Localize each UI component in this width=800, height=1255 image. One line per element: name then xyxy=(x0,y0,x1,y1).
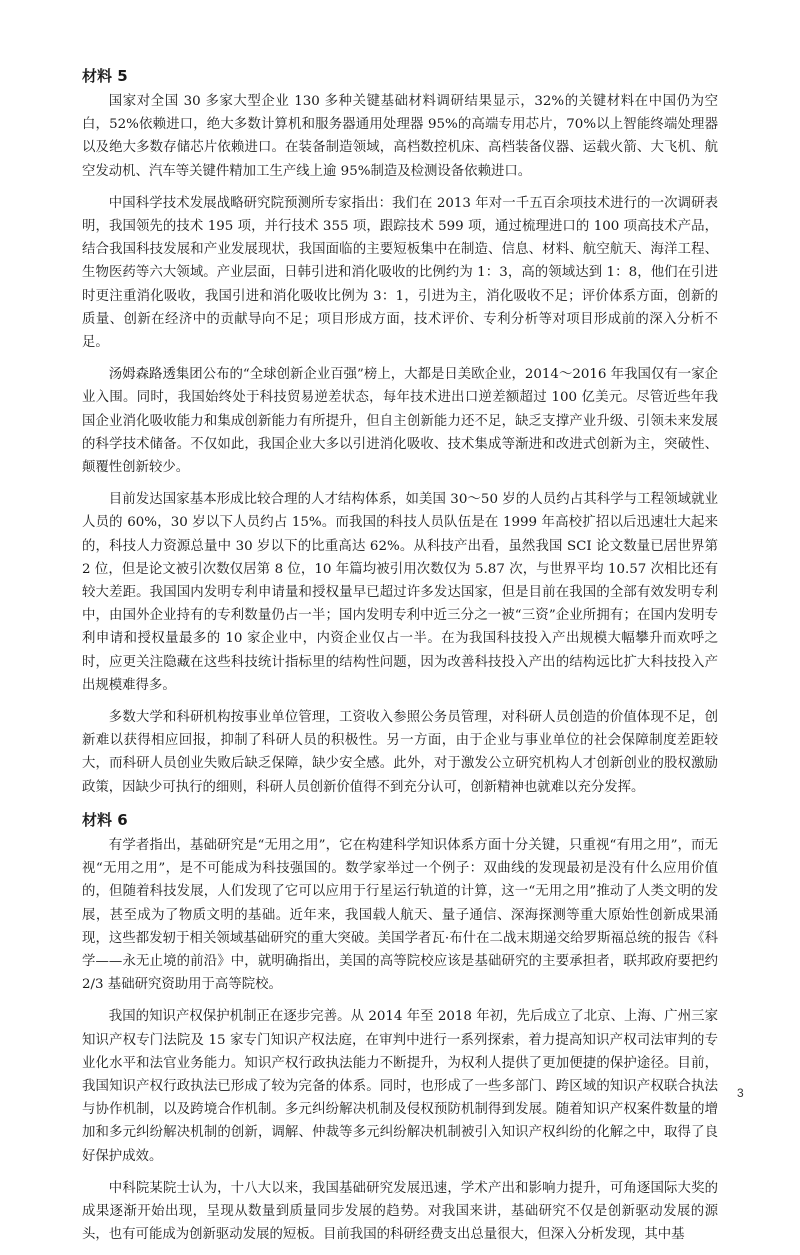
material-6-heading: 材料 6 xyxy=(82,810,128,829)
material-6-paragraph-1: 有学者指出，基础研究是“无用之用”，它在构建科学知识体系方面十分关键，只重视“有用之用”，而无视“无用之用”，是不可能成为科技强国的。数学家举过一个例子：双曲线的发现最初是没有什么应用价值的，但随着科技发展，人们发现了它可以应用于行星运行轨道的计算，这一“无用之用”推动了人类文明的发展，甚至成为了物质文明的基础。近年来，我国载人航天、量子通信、深海探测等重大原始性创新成果涌现，这些都发轫于相关领域基础研究的重大突破。美国学者瓦·布什在二战末期递交给罗斯福总统的报告《科学——永无止境的前沿》中，就明确指出，美国的高等院校应该是基础研究的主要承担者，联邦政府要把约 2/3 基础研究资助用于高等院校。 xyxy=(82,837,718,993)
material-5-paragraph-2: 中国科学技术发展战略研究院预测所专家指出：我们在 2013 年对一千五百余项技术进行的一次调研表明，我国领先的技术 195 项，并行技术 355 项，跟踪技术 599 项，通过梳理进口的 100 项高技术产品，结合我国科技发展和产业发展现状，我国面临的主要短板集中在制造、信息、材料、航空航天、海洋工程、生物医药等六大领域。产业层面，日韩引进和消化吸收的比例约为 1：3，高的领域达到 1：8，他们在引进时更注重消化吸收，我国引进和消化吸收比例为 3：1，引进为主，消化吸收不足；评价体系方面，创新的质量、创新在经济中的贡献导向不足；项目形成方面，技术评价、专利分析等对项目形成前的深入分析不足。 xyxy=(82,195,718,351)
material-6-paragraph-3: 中科院某院士认为，十八大以来，我国基础研究发展迅速，学术产出和影响力提升，可角逐国际大奖的成果逐渐开始出现，呈现从数量到质量同步发展的趋势。对我国来讲，基础研究不仅是创新驱动发展的源头，也有可能成为创新驱动发展的短板。目前我国的科研经费支出总量很大，但深入分析发现，其中基 xyxy=(82,1180,718,1243)
material-5-paragraph-4: 目前发达国家基本形成比较合理的人才结构体系，如美国 30～50 岁的人员约占其科学与工程领域就业人员的 60%，30 岁以下人员约占 15%。而我国的科技人员队伍是在 1999 年高校扩招以后迅速壮大起来的，科技人力资源总量中 30 岁以下的比重高达 62%。从科技产出看，虽然我国 SCI 论文数量已居世界第 2 位，但是论文被引次数仅居第 8 位，10 年篇均被引用次数仅为 5.87 次，与世界平均 10.57 次相比还有较大差距。我国国内发明专利申请量和授权量早已超过许多发达国家，但是目前在我国的全部有效发明专利中，由国外企业持有的专利数量仍占一半；国内发明专利中近三分之一被“三资”企业所拥有；在国内发明专利申请和授权量最多的 10 家企业中，内资企业仅占一半。在为我国科技投入产出规模大幅攀升而欢呼之时，应更关注隐藏在这些科技统计指标里的结构性问题，因为改善科技投入产出的结构远比扩大科技投入产出规模难得多。 xyxy=(82,492,718,693)
page-content xyxy=(82,64,718,1255)
material-5-paragraph-5: 多数大学和科研机构按事业单位管理，工资收入参照公务员管理，对科研人员创造的价值体现不足，创新难以获得相应回报，抑制了科研人员的积极性。另一方面，由于企业与事业单位的社会保障制度差距较大，而科研人员创业失败后缺乏保障，缺少安全感。此外，对于激发公立研究机构人才创新创业的股权激励政策，因缺少可执行的细则，科研人员创新价值得不到充分认可，创新精神也就难以充分发挥。 xyxy=(82,710,718,795)
material-5-paragraph-3: 汤姆森路透集团公布的“全球创新企业百强”榜上，大都是日美欧企业，2014～2016 年我国仅有一家企业入围。同时，我国始终处于科技贸易逆差状态，每年技术进出口逆差额超过 100 亿美元。尽管近些年我国企业消化吸收能力和集成创新能力有所提升，但自主创新能力还不足，缺乏支撑产业升级、引领未来发展的科学技术储备。不仅如此，我国企业大多以引进消化吸收、技术集成等渐进和改进式创新为主，突破性、颠覆性创新较少。 xyxy=(82,367,718,476)
material-5-paragraph-1: 国家对全国 30 多家大型企业 130 多种关键基础材料调研结果显示，32%的关键材料在中国仍为空白，52%依赖进口，绝大多数计算机和服务器通用处理器 95%的高端专用芯片，70%以上智能终端处理器以及绝大多数存储芯片依赖进口。在装备制造领域，高档数控机床、高档装备仪器、运载火箭、大飞机、航空发动机、汽车等关键件精加工生产线上逾 95%制造及检测设备依赖进口。 xyxy=(82,94,718,179)
material-6-paragraph-2: 我国的知识产权保护机制正在逐步完善。从 2014 年至 2018 年初，先后成立了北京、上海、广州三家知识产权专门法院及 15 家专门知识产权法庭，在审判中进行一系列探索，着力提高知识产权司法审判的专业化水平和法官业务能力。知识产权行政执法能力不断提升，为权利人提供了更加便捷的保护途径。目前，我国知识产权行政执法已形成了较为完备的体系。同时，也形成了一些多部门、跨区域的知识产权联合执法与协作机制，以及跨境合作机制。多元纠纷解决机制及侵权预防机制得到发展。随着知识产权案件数量的增加和多元纠纷解决机制的创新，调解、仲裁等多元纠纷解决机制被引入知识产权纠纷的化解之中，取得了良好保护成效。 xyxy=(82,1009,718,1164)
page-number: 3 xyxy=(737,1086,744,1100)
material-5-heading: 材料 5 xyxy=(82,67,128,85)
